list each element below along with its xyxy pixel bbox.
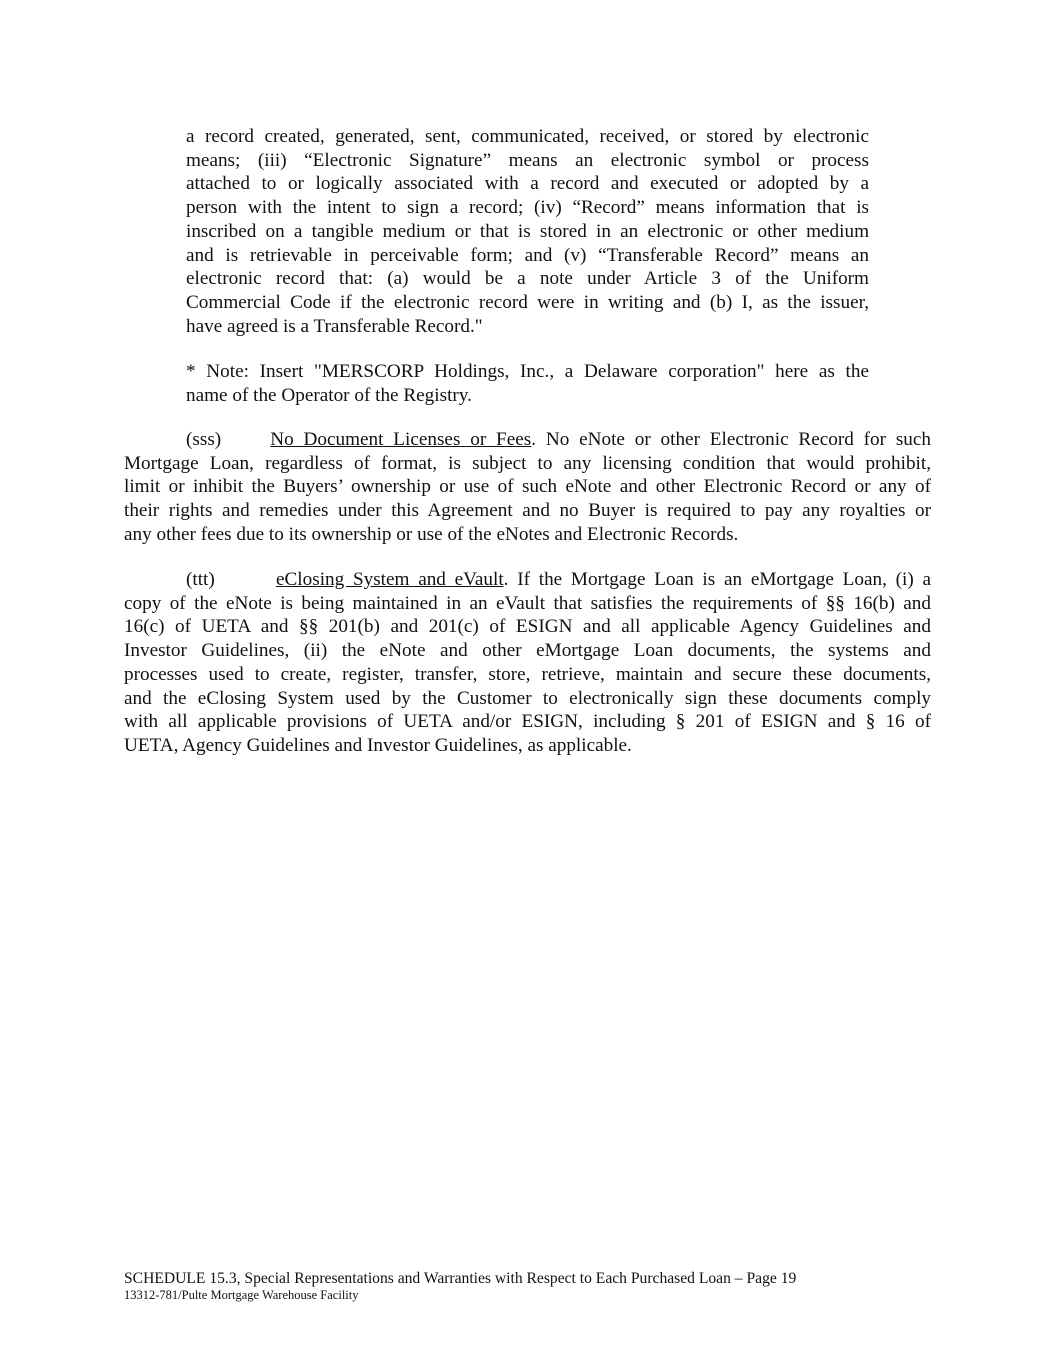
text-line: * Note: Insert "MERSCORP Holdings, Inc., a Delaware corporation" here as the xyxy=(186,361,869,382)
text-line: Investor Guidelines, (ii) the eNote and other eMortgage Loan documents, the systems and xyxy=(124,640,931,662)
section-first-line-text: . No eNote or other Electronic Record for such xyxy=(531,429,932,450)
definition-continuation xyxy=(186,125,869,338)
operator-note xyxy=(186,360,869,407)
text-line: and the eClosing System used by the Customer to electronically sign these documents comply xyxy=(124,687,931,709)
text-line: processes used to create, register, transfer, store, retrieve, maintain and secure these documents, xyxy=(124,663,931,685)
section-label: (ttt) xyxy=(186,569,215,590)
text-line: inscribed on a tangible medium or that is stored in an electronic or other medium xyxy=(186,220,869,242)
text-line: copy of the eNote is being maintained in an eVault that satisfies the requirements of §§ 16(b) and xyxy=(124,592,931,614)
text-line: and is retrievable in perceivable form; and (v) “Transferable Record” means an xyxy=(186,244,869,266)
text-line: person with the intent to sign a record; (iv) “Record” means information that is xyxy=(186,197,869,219)
footer-document-id: 13312-781/Pulte Mortgage Warehouse Facility xyxy=(124,1288,359,1302)
text-line: attached to or logically associated with a record and executed or adopted by a xyxy=(186,173,869,195)
section-label: (sss) xyxy=(186,429,222,450)
text-line: 16(c) of UETA and §§ 201(b) and 201(c) of ESIGN and all applicable Agency Guidelines and xyxy=(124,616,931,638)
page-footer xyxy=(124,1269,944,1303)
text-line: electronic record that: (a) would be a note under Article 3 of the Uniform xyxy=(186,268,869,290)
text-line: name of the Operator of the Registry. xyxy=(186,384,472,406)
text-line: any other fees due to its ownership or use of the eNotes and Electronic Records. xyxy=(124,523,739,545)
section-ttt xyxy=(124,568,931,758)
section-heading: No Document Licenses or Fees xyxy=(270,429,532,450)
text-line: UETA, Agency Guidelines and Investor Guidelines, as applicable. xyxy=(124,734,632,756)
footer-schedule-title: SCHEDULE 15.3, Special Representations and Warranties with Respect to Each Purchased Loan – Page 19 xyxy=(124,1270,797,1287)
text-line: a record created, generated, sent, communicated, received, or stored by electronic xyxy=(186,126,869,147)
text-line: have agreed is a Transferable Record." xyxy=(186,315,483,337)
text-line: means; (iii) “Electronic Signature” means an electronic symbol or process xyxy=(186,149,869,171)
text-line: Commercial Code if the electronic record were in writing and (b) I, as the issuer, xyxy=(186,291,869,313)
section-heading: eClosing System and eVault xyxy=(275,569,504,590)
section-first-line xyxy=(124,568,931,592)
section-sss xyxy=(124,428,931,547)
text-line: Mortgage Loan, regardless of format, is subject to any licensing condition that would prohibit, xyxy=(124,452,931,474)
text-line: limit or inhibit the Buyers’ ownership or use of such eNote and other Electronic Record or any of xyxy=(124,476,931,498)
text-line: with all applicable provisions of UETA and/or ESIGN, including § 201 of ESIGN and § 16 of xyxy=(124,711,931,733)
section-first-line xyxy=(124,428,931,452)
section-first-line-text: . If the Mortgage Loan is an eMortgage Loan, (i) a xyxy=(503,569,932,590)
text-line: their rights and remedies under this Agreement and no Buyer is required to pay any royalties or xyxy=(124,500,931,522)
